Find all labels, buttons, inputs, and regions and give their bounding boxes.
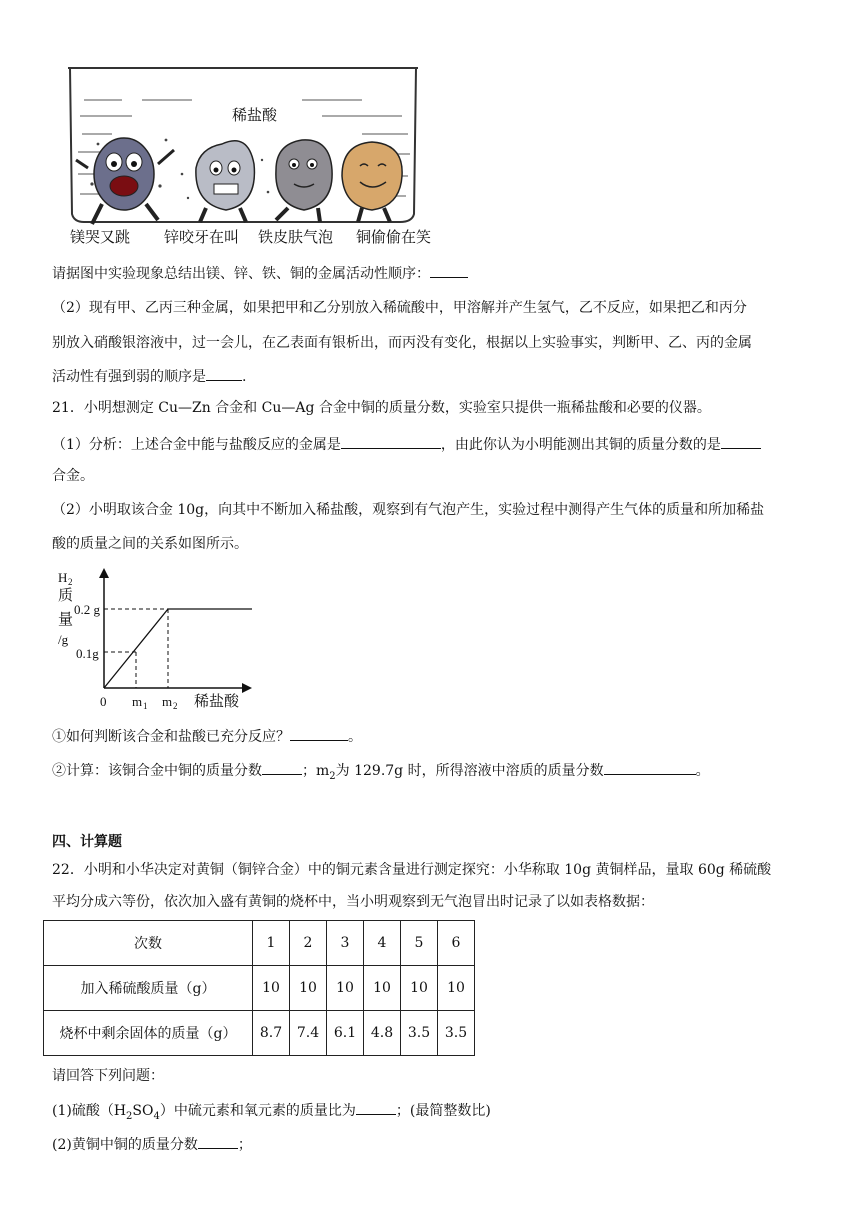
q21-sub2-m: ；m [302,763,330,779]
origin-label: 0 [100,694,107,709]
q22-q2-a: (2)黄铜中铜的质量分数 [52,1137,198,1153]
q21-part1-b: ，由此你认为小明能测出其铜的质量分数的是 [440,437,721,453]
q21-part2-line1: （2）小明取该合金 10g，向其中不断加入稀盐酸，观察到有气泡产生，实验过程中测得产生气体的质量和所加稀盐 [52,502,765,518]
q22-line1: 22．小明和小华决定对黄铜（铜锌合金）中的铜元素含量进行测定探究：小华称取 10g 黄铜样品，量取 60g 稀硫酸 [52,862,772,878]
x-tick-m2-sub: 2 [173,701,178,711]
q22-line2: 平均分成六等份，依次加入盛有黄铜的烧杯中，当小明观察到无气泡冒出时记录了以如表格数据： [52,894,654,910]
table-row [44,921,475,966]
ylabel-char2: 量 [58,612,74,628]
q21-sub2-end: 。 [695,763,710,779]
caption-iron: 铁皮肤气泡 [258,229,334,246]
x-tick-m2: m [162,694,173,709]
q21-sub2 [52,760,710,787]
table-cell: 10 [401,966,438,1011]
q21-sub2-text2: 为 129.7g 时，所得溶液中溶质的质量分数 [335,763,604,779]
q21-sub1 [52,726,362,747]
table-cell: 10 [438,966,475,1011]
table-cell: 1 [253,921,290,966]
table-cell: 8.7 [253,1011,290,1056]
y-axis-arrow [99,568,109,578]
table-cell: 7.4 [290,1011,327,1056]
xlabel: 稀盐酸 [194,693,240,710]
answer-blank[interactable] [430,263,468,278]
q21-sub2-m-sub: 2 [329,770,336,782]
q20-question: 请据图中实验现象总结出镁、锌、铁、铜的金属活动性顺序： [52,266,430,282]
y-tick-0.1: 0.1g [76,646,99,661]
data-table [43,920,475,1056]
series-line [104,609,252,688]
ylabel-h-sub: 2 [68,577,73,587]
table-cell: 4 [364,921,401,966]
zinc-character [196,141,255,222]
q21-part2-line2: 酸的质量之间的关系如图所示。 [52,536,248,552]
table-row [44,966,475,1011]
table-row-header: 烧杯中剩余固体的质量（g） [44,1011,253,1056]
q21-sub1-end: 。 [348,729,362,745]
table-row-header: 加入稀硫酸质量（g） [44,966,253,1011]
table-row-header: 次数 [44,921,253,966]
q21-sub1-text: ①如何判断该合金和盐酸已充分反应？ [52,729,290,745]
iron-character [276,140,332,222]
answer-blank[interactable] [604,760,696,775]
q22-q1-c: ）中硫元素和氧元素的质量比为 [159,1103,356,1119]
x-axis-arrow [242,683,252,693]
y-tick-0.2: 0.2 g [74,602,100,617]
table-cell: 3 [327,921,364,966]
table-cell: 5 [401,921,438,966]
table-cell: 10 [290,966,327,1011]
caption-copper: 铜偷偷在笑 [356,229,432,246]
answer-blank[interactable] [198,1134,238,1149]
q20-part2-line2: 别放入硝酸银溶液中，过一会儿，在乙表面有银析出，而丙没有变化，根据以上实验事实，判断甲、乙、丙的金属 [52,335,752,351]
ylabel-unit: /g [58,632,69,647]
table-row [44,1011,475,1056]
table-cell: 10 [364,966,401,1011]
q20-part2-line3 [52,366,246,387]
q22-q1-b: SO [132,1103,154,1119]
table-cell: 2 [290,921,327,966]
q22-q1-sub4: 4 [153,1110,160,1122]
q22-q1-sub2: 2 [126,1110,133,1122]
q22-q1-d: ；(最简整数比) [395,1103,491,1119]
magnesium-character [76,138,174,224]
answer-blank[interactable] [356,1100,396,1115]
table-cell: 10 [253,966,290,1011]
q21-sub2-text: ②计算：该铜合金中铜的质量分数 [52,763,262,779]
beaker-label: 稀盐酸 [232,107,278,124]
x-tick-m1-sub: 1 [143,701,148,711]
table-cell: 10 [327,966,364,1011]
q22-ask: 请回答下列问题： [52,1068,164,1084]
table-cell: 6 [438,921,475,966]
q20-part2-line1: （2）现有甲、乙丙三种金属，如果把甲和乙分别放入稀硫酸中，甲溶解并产生氢气，乙不反应，如果把乙和丙分 [52,300,747,316]
answer-blank[interactable] [341,434,441,449]
q20-line1 [52,263,468,284]
answer-blank[interactable] [262,760,302,775]
q21-part1 [52,434,761,455]
ylabel-char1: 质 [58,588,74,604]
q22-q2 [52,1134,252,1155]
copper-character [342,142,402,222]
q21-intro: 21．小明想测定 Cu—Zn 合金和 Cu—Ag 合金中铜的质量分数，实验室只提供一瓶稀盐酸和必要的仪器。 [52,400,711,416]
answer-blank[interactable] [206,366,242,381]
table-cell: 4.8 [364,1011,401,1056]
ylabel-h: H [58,570,68,585]
caption-magnesium: 镁哭又跳 [70,229,131,246]
q22-q1 [52,1100,491,1127]
q22-q2-b: ； [237,1137,252,1153]
answer-blank[interactable] [721,434,761,449]
table-cell: 6.1 [327,1011,364,1056]
h2-mass-graph [52,566,282,716]
q21-part1-a: （1）分析：上述合金中能与盐酸反应的金属是 [52,437,341,453]
answer-blank[interactable] [290,726,348,741]
table-cell: 3.5 [401,1011,438,1056]
q21-part1-c: 合金。 [52,468,94,484]
section-title: 四、计算题 [52,834,122,850]
table-cell: 3.5 [438,1011,475,1056]
caption-zinc: 锌咬牙在叫 [164,229,240,246]
x-tick-m1: m [132,694,143,709]
q20-period: . [242,369,247,385]
q20-part2-text: 活动性有强到弱的顺序是 [52,369,206,385]
q22-q1-a: (1)硫酸（H [52,1103,127,1119]
